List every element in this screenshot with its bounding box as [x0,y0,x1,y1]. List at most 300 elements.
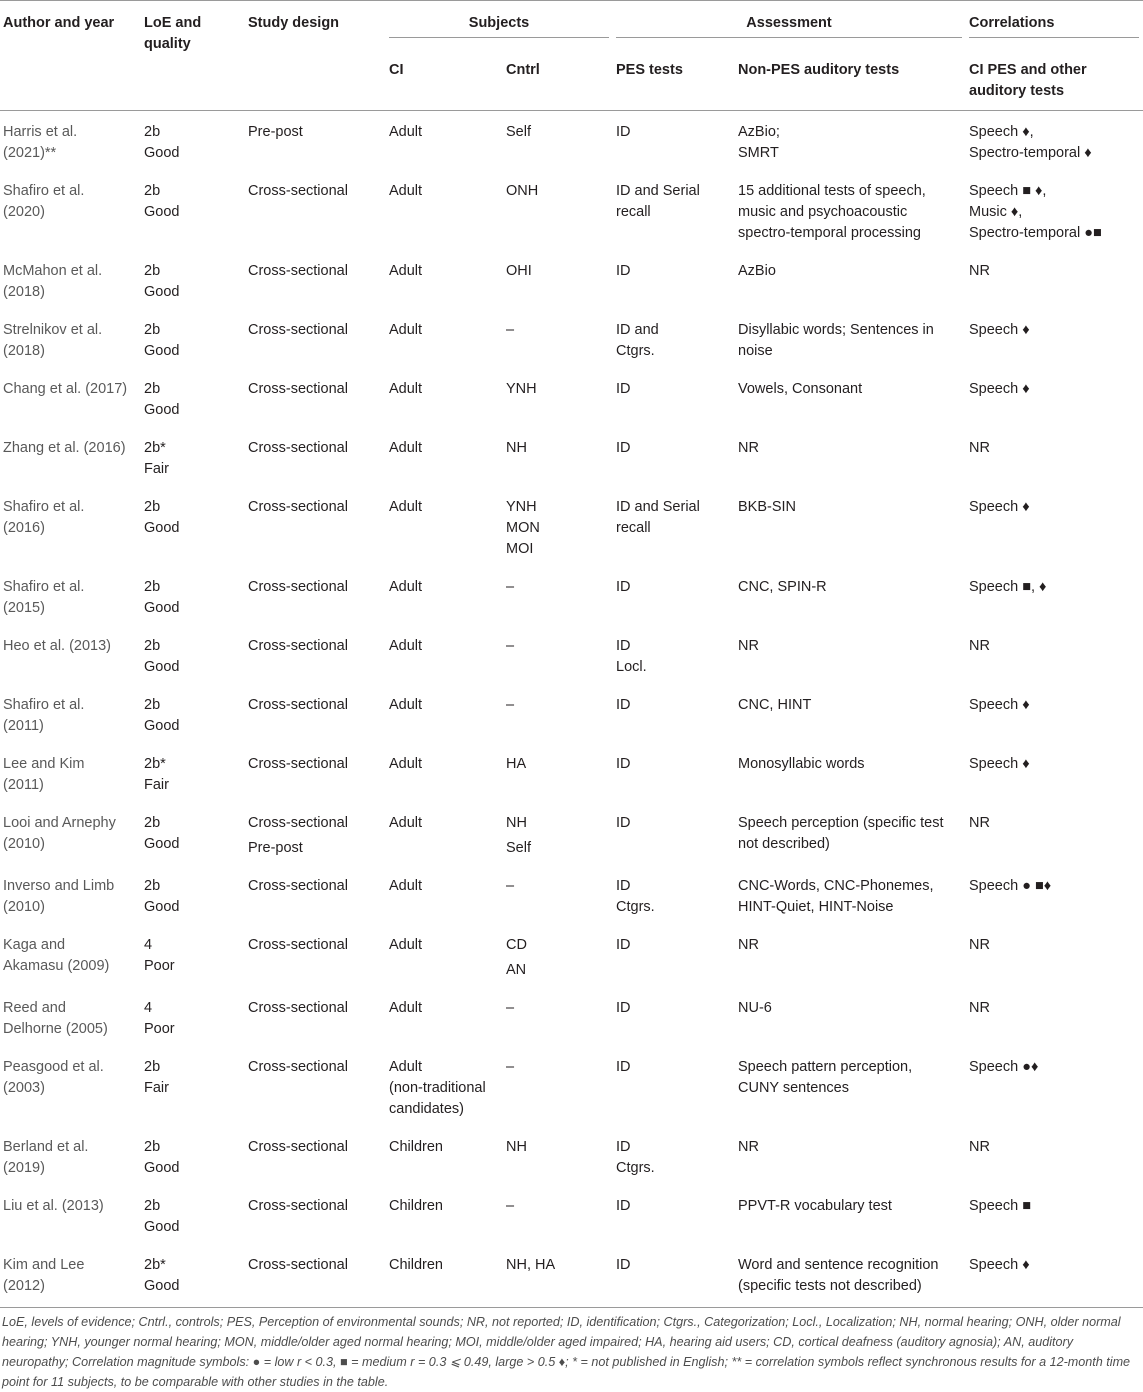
cell-author-line: Chang et al. (2017) [3,381,128,397]
cell-design-line: Cross-sectional [248,263,348,279]
cell-nonpes [735,865,966,924]
cell-author [0,802,141,865]
cell-pes-line: ID [616,638,631,654]
cell-correlation-line: Speech ♦ [969,381,1030,397]
cell-nonpes-line: NR [738,638,759,654]
table-row [0,427,1143,486]
cell-design [245,1046,386,1126]
cell-correlation [966,111,1143,171]
cell-loe [141,802,245,865]
cell-design [245,987,386,1046]
cell-cntrl-line: OHI [506,263,532,279]
cell-design [245,743,386,802]
cell-loe [141,1046,245,1126]
header-ci: CI [389,62,404,78]
cell-loe-line: 2b [144,124,161,140]
cell-loe-line: Good [144,836,180,852]
cell-author [0,865,141,924]
cell-loe [141,368,245,427]
cell-loe-line: 2b* [144,440,166,456]
cell-loe-line: 2b* [144,756,166,772]
cell-design [245,1185,386,1244]
cell-author-line: Berland et al. [3,1139,89,1155]
cell-correlation [966,743,1143,802]
cell-design-line: Cross-sectional [248,381,348,397]
cell-correlation-line: Speech ♦ [969,1257,1030,1273]
table-row [0,1046,1143,1126]
cell-loe [141,1126,245,1185]
cell-author-line: (2020) [3,204,45,220]
table-row [0,486,1143,566]
cell-loe-line: 4 [144,1000,153,1016]
cell-author-line: Delhorne (2005) [3,1021,108,1037]
cell-pes-line: ID [616,440,631,456]
cell-correlation [966,1046,1143,1126]
cell-nonpes-line: NU-6 [738,1000,772,1016]
table-footnote: LoE, levels of evidence; Cntrl., controls; PES, Perception of environmental sounds; NR, not reported; ID, identification; Ctgrs., Categorization; Locl., Localization; NH, normal hearing; ONH, older normal hearing; YNH, younger normal hearing; MON, middle/older aged normal hearing; MOI, middle/older aged impaired; HA, hearing aid users; CD, cortical deafness (auditory agnosia); AN, auditory neuropathy; Correlation magnitude symbols: ● = low r < 0.3, ■ = medium r = 0.3 ⩽ 0.49, large > 0.5 ♦; * = not published in English; ** = correlation symbols reflect synchronous results for a 12-month time point for 11 subjects, to be comparable with other studies in the table. [2,1315,1131,1389]
cell-design [245,111,386,171]
cell-author-line: (2003) [3,1080,45,1096]
cell-pes-line: ID [616,697,631,713]
cell-author-line: Strelnikov et al. [3,322,103,338]
cell-loe [141,743,245,802]
cell-loe [141,250,245,309]
table-row [0,802,1143,865]
cell-cntrl-line: AN [506,962,527,978]
cell-cntrl [503,111,613,171]
cell-author-line: (2015) [3,600,45,616]
cell-correlation [966,486,1143,566]
header-design: Study design [248,15,340,31]
cell-cntrl [503,802,613,865]
cell-ci-line: Adult [389,440,423,456]
cell-author [0,170,141,250]
cell-design-line: Cross-sectional [248,937,348,953]
cell-author-line: (2021)** [3,145,57,161]
cell-nonpes-line: noise [738,343,773,359]
cell-pes-line: ID [616,878,631,894]
cell-correlation [966,309,1143,368]
cell-loe-line: Good [144,899,180,915]
cell-pes [613,111,735,171]
cell-ci-line: Adult [389,1059,423,1075]
cell-cntrl [503,684,613,743]
cell-loe [141,924,245,987]
cell-nonpes-line: not described) [738,836,830,852]
cell-author-line: (2018) [3,284,45,300]
cell-loe-line: 2b [144,322,161,338]
cell-correlation-line: Speech ■ ♦, [969,183,1047,199]
cell-cntrl-line: HA [506,756,527,772]
cell-correlation [966,427,1143,486]
cell-correlation [966,924,1143,987]
cell-pes-line: ID and [616,322,659,338]
cell-ci [386,1046,503,1126]
cell-design-line: Cross-sectional [248,499,348,515]
cell-nonpes-line: Disyllabic words; Sentences in [738,322,934,338]
cell-ci-line: Adult [389,878,423,894]
cell-design-line: Pre-post [248,124,303,140]
cell-ci [386,250,503,309]
cell-design-line: Cross-sectional [248,1139,348,1155]
header-cntrl: Cntrl [506,62,540,78]
cell-cntrl-line: ONH [506,183,539,199]
cell-loe-line: Good [144,600,180,616]
cell-cntrl [503,1185,613,1244]
cell-cntrl [503,1244,613,1308]
table-row [0,170,1143,250]
cell-correlation-line: Speech ●♦ [969,1059,1039,1075]
cell-loe [141,309,245,368]
cell-nonpes [735,1126,966,1185]
cell-cntrl [503,250,613,309]
cell-ci-line: (non-traditional [389,1080,486,1096]
cell-cntrl-line: Self [506,840,531,856]
cell-author [0,1046,141,1126]
cell-ci [386,566,503,625]
cell-cntrl-line: – [506,1059,515,1075]
cell-pes-line: ID [616,1257,631,1273]
cell-ci-line: Adult [389,638,423,654]
cell-loe-line: 2b [144,697,161,713]
cell-author-line: (2018) [3,343,45,359]
cell-nonpes [735,170,966,250]
cell-nonpes [735,486,966,566]
cell-ci-line: Adult [389,263,423,279]
cell-design [245,802,386,865]
table-row [0,309,1143,368]
cell-correlation-line: Speech ♦ [969,499,1030,515]
cell-correlation-line: Speech ♦ [969,322,1030,338]
cell-author [0,924,141,987]
header-loe: LoE and quality [144,15,202,52]
cell-design-line: Cross-sectional [248,878,348,894]
cell-nonpes-line: (specific tests not described) [738,1278,922,1294]
cell-loe-line: Good [144,284,180,300]
cell-nonpes-line: CNC-Words, CNC-Phonemes, [738,878,934,894]
cell-cntrl-line: NH [506,1139,527,1155]
cell-author-line: Akamasu (2009) [3,958,110,974]
cell-design [245,427,386,486]
cell-pes [613,427,735,486]
cell-author [0,309,141,368]
cell-design [245,1126,386,1185]
cell-nonpes [735,309,966,368]
cell-loe-line: 2b [144,381,161,397]
header-corr-sub: CI PES and other auditory tests [969,62,1087,99]
cell-correlation [966,865,1143,924]
cell-design-line: Cross-sectional [248,579,348,595]
cell-design-line: Cross-sectional [248,815,348,831]
cell-pes-line: ID [616,1139,631,1155]
cell-author [0,684,141,743]
cell-pes [613,625,735,684]
cell-pes [613,924,735,987]
cell-design-line: Cross-sectional [248,638,348,654]
cell-loe-line: 2b [144,815,161,831]
cell-author [0,427,141,486]
cell-nonpes-line: Speech pattern perception, [738,1059,913,1075]
cell-pes [613,1046,735,1126]
cell-loe-line: Poor [144,958,175,974]
cell-ci-line: Children [389,1139,443,1155]
cell-cntrl [503,1126,613,1185]
cell-loe [141,625,245,684]
header-correlations: Correlations [969,13,1139,38]
cell-author-line: Liu et al. (2013) [3,1198,104,1214]
cell-pes-line: ID and Serial [616,183,700,199]
table-row [0,566,1143,625]
cell-ci [386,309,503,368]
cell-nonpes [735,1185,966,1244]
cell-author-line: Heo et al. (2013) [3,638,112,654]
cell-ci [386,743,503,802]
cell-ci [386,625,503,684]
cell-author [0,111,141,171]
cell-correlation-line: NR [969,1139,990,1155]
cell-cntrl [503,486,613,566]
cell-author [0,1244,141,1308]
cell-loe-line: 4 [144,937,153,953]
cell-pes [613,250,735,309]
cell-cntrl-line: NH, HA [506,1257,556,1273]
cell-loe-line: 2b [144,183,161,199]
cell-design [245,1244,386,1308]
cell-loe-line: Fair [144,1080,169,1096]
cell-author-line: Inverso and Limb [3,878,115,894]
cell-design [245,684,386,743]
cell-loe-line: 2b [144,1059,161,1075]
table-row [0,368,1143,427]
cell-nonpes [735,368,966,427]
cell-loe [141,987,245,1046]
cell-design-line: Cross-sectional [248,183,348,199]
cell-nonpes-line: NR [738,440,759,456]
cell-ci-line: Adult [389,1000,423,1016]
cell-pes [613,170,735,250]
cell-ci [386,802,503,865]
cell-ci [386,684,503,743]
table-row [0,987,1143,1046]
table-body [0,111,1143,1308]
cell-author-line: (2016) [3,520,45,536]
cell-loe [141,566,245,625]
cell-pes [613,802,735,865]
header-correlations-group [966,1,1143,49]
cell-loe-line: Good [144,659,180,675]
cell-cntrl-line: MON [506,520,540,536]
table-header [0,1,1143,111]
cell-nonpes-line: HINT-Quiet, HINT-Noise [738,899,894,915]
cell-author-line: Zhang et al. (2016) [3,440,126,456]
cell-loe-line: 2b [144,579,161,595]
cell-nonpes-line: 15 additional tests of speech, [738,183,926,199]
cell-loe-line: 2b [144,499,161,515]
cell-pes-line: ID [616,263,631,279]
cell-cntrl [503,309,613,368]
cell-ci [386,1244,503,1308]
cell-ci [386,427,503,486]
cell-author-line: (2010) [3,836,45,852]
cell-cntrl [503,625,613,684]
header-assessment-group [613,1,966,49]
cell-cntrl-line: CD [506,937,527,953]
cell-nonpes-line: NR [738,937,759,953]
cell-correlation-line: Speech ■, ♦ [969,579,1047,595]
cell-correlation-line: NR [969,1000,990,1016]
cell-correlation [966,625,1143,684]
cell-loe [141,427,245,486]
cell-nonpes [735,987,966,1046]
cell-loe-line: Good [144,145,180,161]
cell-ci-line: Adult [389,756,423,772]
cell-loe [141,486,245,566]
header-subjects: Subjects [389,13,609,38]
cell-loe-line: 2b [144,1139,161,1155]
cell-pes-line: ID [616,756,631,772]
table-row [0,924,1143,987]
cell-author [0,486,141,566]
cell-design-line: Cross-sectional [248,1000,348,1016]
cell-nonpes-line: BKB-SIN [738,499,797,515]
cell-cntrl-line: Self [506,124,531,140]
cell-nonpes [735,1046,966,1126]
cell-nonpes [735,802,966,865]
cell-author-line: Shafiro et al. [3,183,85,199]
cell-cntrl [503,368,613,427]
cell-loe-line: Fair [144,461,169,477]
cell-cntrl [503,743,613,802]
cell-nonpes-line: CNC, HINT [738,697,812,713]
cell-pes [613,684,735,743]
cell-correlation [966,1244,1143,1308]
cell-nonpes-line: NR [738,1139,759,1155]
table-row [0,625,1143,684]
cell-author-line: (2012) [3,1278,45,1294]
cell-pes [613,865,735,924]
cell-cntrl [503,566,613,625]
cell-pes-line: ID [616,1000,631,1016]
cell-author-line: Shafiro et al. [3,499,85,515]
cell-author-line: Lee and Kim [3,756,85,772]
cell-pes-line: ID [616,1198,631,1214]
table-row [0,111,1143,171]
cell-nonpes-line: spectro-temporal processing [738,225,921,241]
cell-pes [613,1126,735,1185]
cell-pes-line: ID [616,579,631,595]
cell-ci [386,111,503,171]
cell-design [245,566,386,625]
cell-author-line: (2019) [3,1160,45,1176]
cell-correlation-line: Spectro-temporal ●■ [969,225,1102,241]
cell-author-line: (2011) [3,777,44,793]
cell-ci-line: Children [389,1257,443,1273]
cell-ci-line: Children [389,1198,443,1214]
cell-ci-line: Adult [389,697,423,713]
cell-pes-line: ID [616,124,631,140]
cell-correlation-line: Speech ● ■♦ [969,878,1052,894]
cell-author [0,566,141,625]
cell-nonpes-line: Monosyllabic words [738,756,865,772]
cell-pes-line: Ctgrs. [616,1160,655,1176]
cell-nonpes-line: CNC, SPIN-R [738,579,827,595]
cell-author [0,368,141,427]
table-row [0,1126,1143,1185]
header-subjects-group [386,1,613,49]
cell-ci-line: Adult [389,322,423,338]
cell-nonpes-line: SMRT [738,145,779,161]
cell-ci [386,987,503,1046]
cell-pes-line: ID [616,381,631,397]
cell-cntrl [503,987,613,1046]
cell-loe-line: Good [144,718,180,734]
cell-cntrl-line: – [506,878,515,894]
cell-design-line: Pre-post [248,840,303,856]
cell-nonpes [735,427,966,486]
cell-correlation-line: Speech ♦ [969,697,1030,713]
cell-nonpes [735,924,966,987]
cell-ci [386,924,503,987]
cell-design-line: Cross-sectional [248,756,348,772]
cell-loe [141,684,245,743]
cell-loe-line: 2b [144,1198,161,1214]
cell-pes-line: ID [616,1059,631,1075]
cell-correlation [966,170,1143,250]
cell-pes-line: Ctgrs. [616,899,655,915]
cell-ci-line: Adult [389,124,423,140]
cell-correlation-line: NR [969,440,990,456]
header-nonpes: Non-PES auditory tests [738,62,900,78]
cell-design [245,170,386,250]
cell-loe-line: 2b* [144,1257,166,1273]
cell-nonpes [735,566,966,625]
cell-pes [613,987,735,1046]
cell-loe [141,1244,245,1308]
cell-pes-line: ID [616,815,631,831]
cell-loe-line: Good [144,1219,180,1235]
cell-loe-line: 2b [144,263,161,279]
cell-pes [613,368,735,427]
cell-author-line: McMahon et al. [3,263,103,279]
cell-loe-line: 2b [144,878,161,894]
cell-pes [613,486,735,566]
cell-loe-line: Poor [144,1021,175,1037]
cell-pes-line: ID and Serial [616,499,700,515]
table-row [0,743,1143,802]
cell-design [245,486,386,566]
cell-nonpes-line: PPVT-R vocabulary test [738,1198,892,1214]
cell-correlation [966,1185,1143,1244]
cell-loe-line: Good [144,402,180,418]
header-author: Author and year [3,15,115,31]
cell-author [0,250,141,309]
cell-correlation-line: Spectro-temporal ♦ [969,145,1092,161]
cell-ci [386,1126,503,1185]
cell-nonpes [735,250,966,309]
cell-ci [386,1185,503,1244]
cell-cntrl-line: – [506,1198,515,1214]
cell-cntrl-line: YNH [506,381,537,397]
cell-pes-line: recall [616,204,651,220]
cell-cntrl-line: – [506,1000,515,1016]
cell-cntrl [503,865,613,924]
cell-ci [386,170,503,250]
cell-author-line: Looi and Arnephy [3,815,116,831]
table-row [0,1185,1143,1244]
cell-ci-line: Adult [389,579,423,595]
cell-correlation [966,684,1143,743]
cell-loe-line: Good [144,1160,180,1176]
